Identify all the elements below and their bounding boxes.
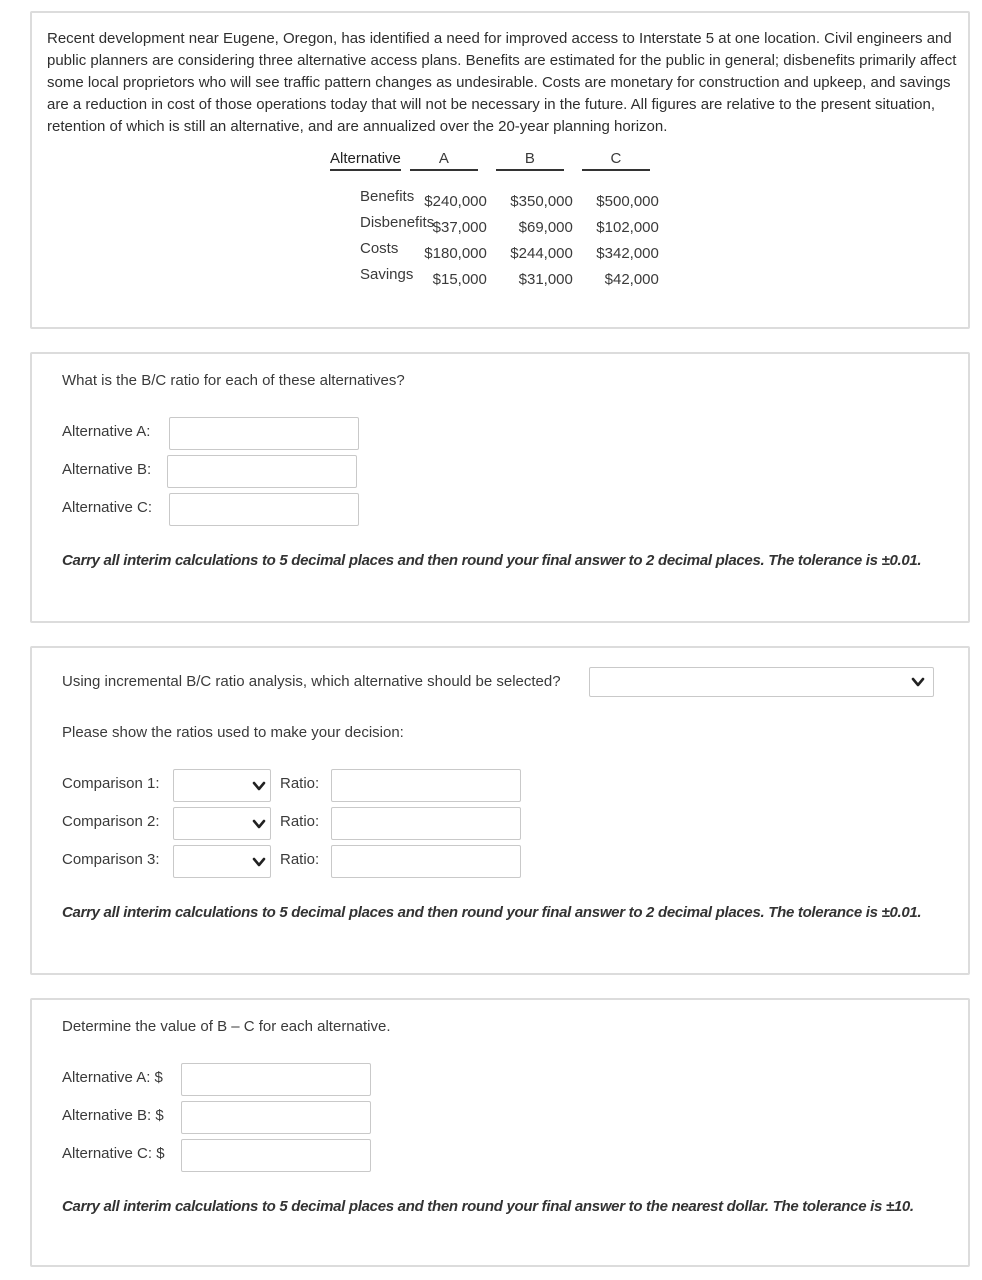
incremental-question: Using incremental B/C ratio analysis, which alternative should be selected? — [62, 673, 561, 690]
comparison-1-dropdown[interactable] — [173, 769, 271, 802]
cell-a: $15,000 — [432, 270, 487, 288]
cell-c: $342,000 — [596, 244, 659, 262]
table-header-alternative: Alternative — [330, 150, 401, 171]
chevron-down-icon — [252, 817, 266, 831]
alt-c-label: Alternative C: $ — [62, 1145, 165, 1162]
rounding-note: Carry all interim calculations to 5 decimal places and then round your final answer to 2 decimal places. The tolerance is ±0.01. — [62, 904, 922, 921]
comparison-2-ratio-input[interactable] — [331, 807, 521, 840]
show-ratios-prompt: Please show the ratios used to make your decision: — [62, 724, 404, 741]
selected-alternative-dropdown[interactable] — [589, 667, 934, 697]
cell-a: $37,000 — [432, 218, 487, 236]
cell-a: $180,000 — [424, 244, 487, 262]
bc-ratio-card — [30, 352, 970, 623]
row-label: Costs — [360, 240, 399, 257]
alternatives-table — [330, 150, 659, 292]
comparison-2-dropdown[interactable] — [173, 807, 271, 840]
bc-ratio-a-input[interactable] — [169, 417, 359, 450]
table-header-c: C — [582, 150, 650, 171]
ratio-label: Ratio: — [280, 775, 320, 792]
comparison-2-label: Comparison 2: — [62, 813, 160, 830]
table-row — [330, 266, 659, 292]
cell-a: $240,000 — [424, 192, 487, 210]
bc-ratio-c-input[interactable] — [169, 493, 359, 526]
alt-b-label: Alternative B: $ — [62, 1107, 164, 1124]
cell-b: $244,000 — [510, 244, 573, 262]
row-label: Disbenefits — [360, 214, 435, 231]
cell-c: $102,000 — [596, 218, 659, 236]
row-label: Savings — [360, 266, 414, 283]
b-minus-c-question: Determine the value of B – C for each alternative. — [62, 1018, 391, 1035]
table-header-b: B — [496, 150, 564, 171]
cell-b: $350,000 — [510, 192, 573, 210]
cell-c: $42,000 — [604, 270, 659, 288]
comparison-3-dropdown[interactable] — [173, 845, 271, 878]
b-minus-c-c-input[interactable] — [181, 1139, 371, 1172]
b-minus-c-card — [30, 998, 970, 1267]
b-minus-c-b-input[interactable] — [181, 1101, 371, 1134]
rounding-note: Carry all interim calculations to 5 decimal places and then round your final answer to the nearest dollar. The tolerance is ±10. — [62, 1198, 914, 1215]
comparison-3-ratio-input[interactable] — [331, 845, 521, 878]
comparison-1-ratio-input[interactable] — [331, 769, 521, 802]
ratio-label: Ratio: — [280, 851, 320, 868]
row-label: Benefits — [360, 188, 415, 205]
ratio-label: Ratio: — [280, 813, 320, 830]
cell-b: $31,000 — [518, 270, 573, 288]
bc-ratio-question: What is the B/C ratio for each of these alternatives? — [62, 372, 405, 389]
chevron-down-icon — [911, 675, 925, 689]
bc-ratio-b-input[interactable] — [167, 455, 357, 488]
incremental-card — [30, 646, 970, 975]
alt-a-label: Alternative A: $ — [62, 1069, 163, 1086]
cell-c: $500,000 — [596, 192, 659, 210]
rounding-note: Carry all interim calculations to 5 decimal places and then round your final answer to 2 decimal places. The tolerance is ±0.01. — [62, 552, 922, 569]
problem-statement: Recent development near Eugene, Oregon, has identified a need for improved access to Interstate 5 at one location. Civil engineers and public planners are considering three alternative access plans. Benefits are estimated for the public in general; disbenefits primarily affect some local proprietors who will see traffic pattern changes as undesirable. Costs are monetary for construction and upkeep, and savings are a reduction in cost of those operations today that will not be necessary in the future. All figures are relative to the present situation, retention of which is still an alternative, and are annualized over the 20-year planning horizon. — [47, 30, 957, 135]
table-row — [330, 214, 659, 240]
comparison-3-label: Comparison 3: — [62, 851, 160, 868]
table-row — [330, 240, 659, 266]
alt-a-label: Alternative A: — [62, 423, 151, 440]
chevron-down-icon — [252, 855, 266, 869]
comparison-1-label: Comparison 1: — [62, 775, 160, 792]
alt-b-label: Alternative B: — [62, 461, 152, 478]
table-header-a: A — [410, 150, 478, 171]
problem-card — [30, 11, 970, 329]
b-minus-c-a-input[interactable] — [181, 1063, 371, 1096]
chevron-down-icon — [252, 779, 266, 793]
alt-c-label: Alternative C: — [62, 499, 153, 516]
table-row — [330, 174, 659, 214]
cell-b: $69,000 — [518, 218, 573, 236]
